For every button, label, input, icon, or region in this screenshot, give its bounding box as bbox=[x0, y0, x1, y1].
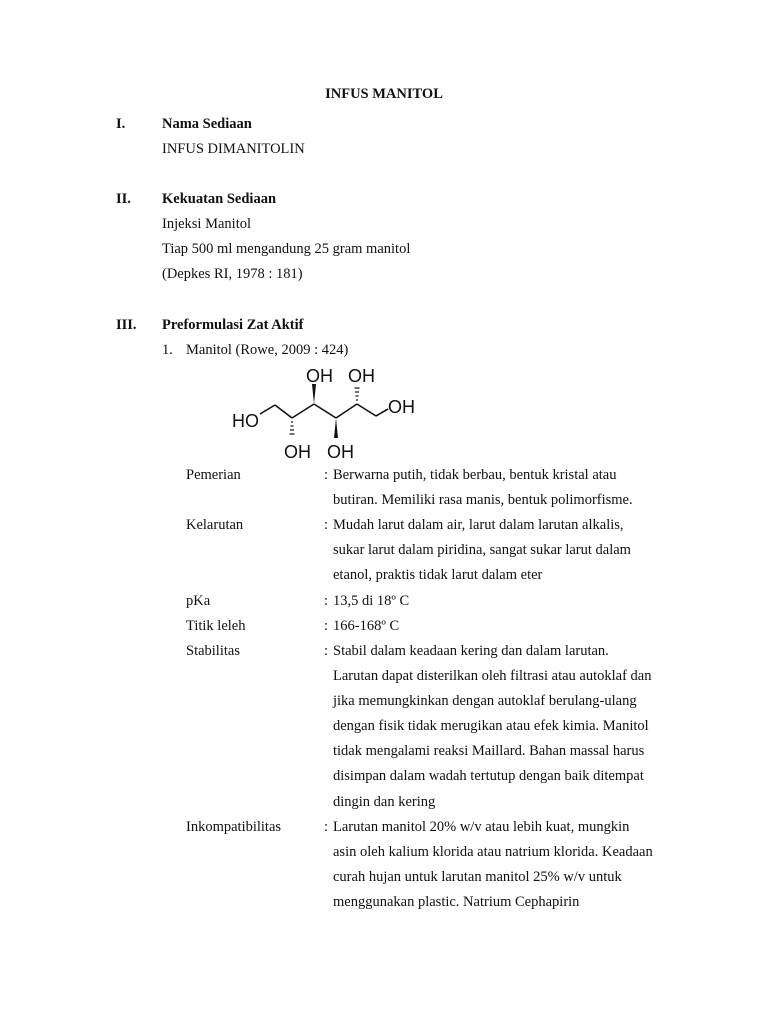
hydroxyl-label: OH bbox=[348, 366, 375, 386]
property-label-pemerian: Pemerian bbox=[186, 467, 241, 483]
property-colon: : bbox=[324, 618, 329, 634]
section-line: (Depkes RI, 1978 : 181) bbox=[162, 266, 303, 282]
wedge-bond bbox=[312, 384, 316, 404]
property-value-line: asin oleh kalium klorida atau natrium klorida. Keadaan bbox=[333, 844, 653, 860]
property-colon: : bbox=[324, 517, 329, 533]
hydroxyl-label: OH bbox=[327, 442, 354, 462]
hash-bond bbox=[290, 422, 295, 434]
property-value-line: curah hujan untuk larutan manitol 25% w/v untuk bbox=[333, 869, 622, 885]
property-colon: : bbox=[324, 593, 329, 609]
property-value-line: Stabil dalam keadaan kering dan dalam larutan. bbox=[333, 643, 609, 659]
section-numeral-3: III. bbox=[116, 317, 137, 333]
property-value-line: menggunakan plastic. Natrium Cephapirin bbox=[333, 894, 580, 910]
hydroxyl-label: OH bbox=[388, 397, 415, 417]
bond-line bbox=[275, 405, 292, 418]
property-value-line: Larutan dapat disterilkan oleh filtrasi atau autoklaf dan bbox=[333, 668, 652, 684]
hydroxyl-label: OH bbox=[306, 366, 333, 386]
section-line: Tiap 500 ml mengandung 25 gram manitol bbox=[162, 241, 411, 257]
property-colon: : bbox=[324, 467, 329, 483]
property-value-line: sukar larut dalam piridina, sangat sukar larut dalam bbox=[333, 542, 631, 558]
property-value-line: Mudah larut dalam air, larut dalam larutan alkalis, bbox=[333, 517, 624, 533]
section-line: INFUS DIMANITOLIN bbox=[162, 141, 305, 157]
list-item-text: Manitol (Rowe, 2009 : 424) bbox=[186, 342, 349, 358]
document-title: INFUS MANITOL bbox=[325, 86, 443, 102]
property-value-line: 13,5 di 18º C bbox=[333, 593, 410, 609]
section-numeral-2: II. bbox=[116, 191, 131, 207]
mannitol-structure-image bbox=[226, 362, 426, 466]
wedge-bond bbox=[334, 418, 338, 438]
property-value-line: dengan fisik tidak merugikan atau efek kimia. Manitol bbox=[333, 718, 649, 734]
bond-line bbox=[357, 404, 376, 416]
property-colon: : bbox=[324, 819, 329, 835]
bond-line bbox=[260, 405, 275, 414]
property-label-inkompatibilitas: Inkompatibilitas bbox=[186, 819, 282, 835]
property-value-line: etanol, praktis tidak larut dalam eter bbox=[333, 567, 543, 583]
property-label-titik-leleh: Titik leleh bbox=[186, 618, 246, 634]
property-value-line: Larutan manitol 20% w/v atau lebih kuat, mungkin bbox=[333, 819, 630, 835]
hash-bond bbox=[355, 388, 360, 400]
bond-line bbox=[376, 409, 388, 416]
section-line: Injeksi Manitol bbox=[162, 216, 252, 232]
section-heading-kekuatan-sediaan: Kekuatan Sediaan bbox=[162, 191, 277, 207]
bond-line bbox=[292, 404, 314, 418]
property-value-line: 166-168º C bbox=[333, 618, 400, 634]
property-value-line: Berwarna putih, tidak berbau, bentuk kristal atau bbox=[333, 467, 617, 483]
list-item-number: 1. bbox=[162, 342, 173, 358]
property-label-kelarutan: Kelarutan bbox=[186, 517, 244, 533]
hydroxyl-label: HO bbox=[232, 411, 259, 431]
property-value-line: jika memungkinkan dengan autoklaf berulang-ulang bbox=[333, 693, 637, 709]
property-colon: : bbox=[324, 643, 329, 659]
bond-line bbox=[314, 404, 336, 418]
property-label-pka: pKa bbox=[186, 593, 211, 609]
property-value-line: butiran. Memiliki rasa manis, bentuk polimorfisme. bbox=[333, 492, 633, 508]
section-heading-preformulasi: Preformulasi Zat Aktif bbox=[162, 317, 304, 333]
property-value-line: dingin dan kering bbox=[333, 794, 436, 810]
property-value-line: disimpan dalam wadah tertutup dengan baik ditempat bbox=[333, 768, 644, 784]
property-label-stabilitas: Stabilitas bbox=[186, 643, 240, 659]
property-value-line: tidak mengalami reaksi Maillard. Bahan massal harus bbox=[333, 743, 645, 759]
section-heading-nama-sediaan: Nama Sediaan bbox=[162, 116, 252, 132]
bond-line bbox=[336, 404, 357, 418]
section-numeral-1: I. bbox=[116, 116, 126, 132]
hydroxyl-label: OH bbox=[284, 442, 311, 462]
